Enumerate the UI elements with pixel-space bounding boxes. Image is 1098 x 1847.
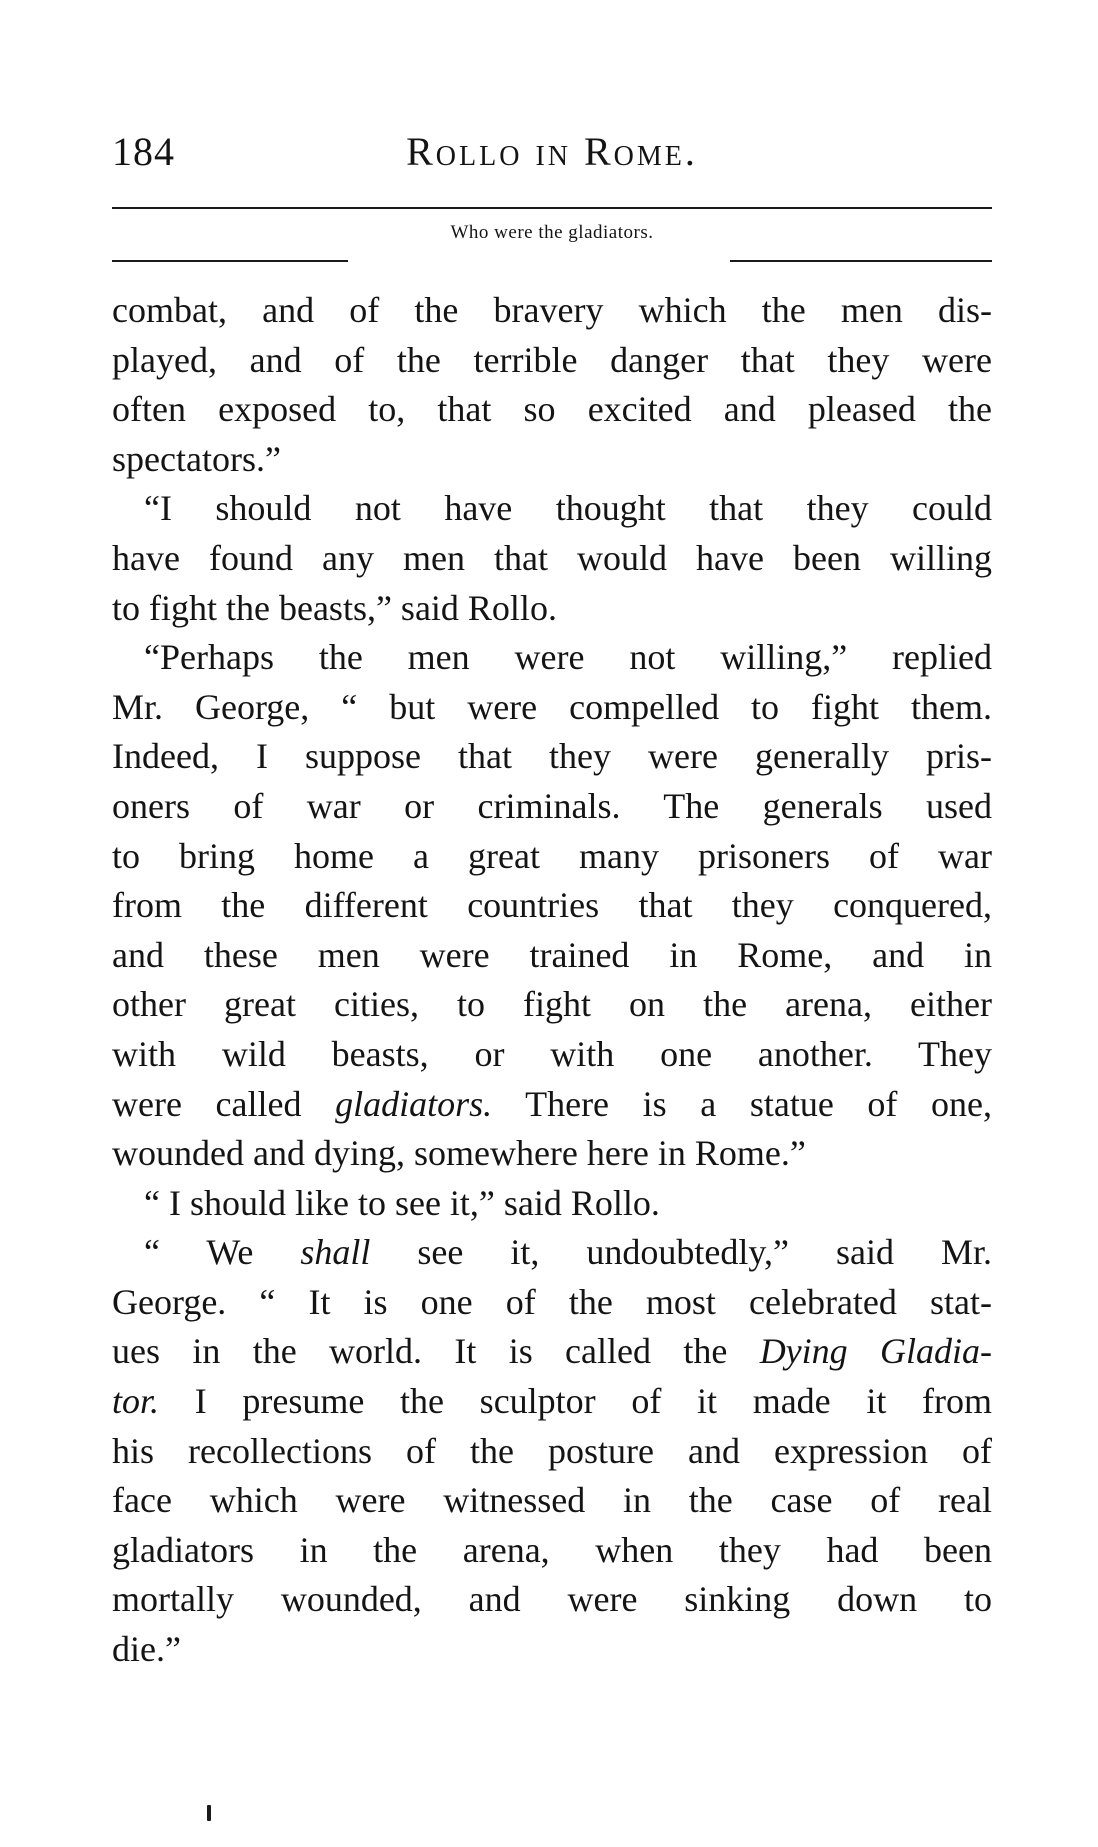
text-line <box>112 1327 992 1377</box>
text-line: other great cities, to fight on the arena, either <box>112 984 992 1025</box>
text-line: wounded and dying, somewhere here in Rome.” <box>112 1133 806 1174</box>
text-line: spectators.” <box>112 438 281 479</box>
text-line: his recollections of the posture and expression of <box>112 1430 992 1471</box>
text-segment: see it, undoubtedly,” said Mr. <box>370 1232 992 1273</box>
page-number: 184 <box>112 129 175 174</box>
text-line: Indeed, I suppose that they were generally pris- <box>112 736 992 777</box>
text-line: from the different countries that they conquered, <box>112 885 992 926</box>
text-line: with wild beasts, or with one another. They <box>112 1033 992 1074</box>
text-line <box>112 1228 992 1278</box>
text-line: combat, and of the bravery which the men dis- <box>112 290 992 330</box>
text-line: Mr. George, “ but were compelled to fight them. <box>112 686 992 727</box>
text-line: George. “ It is one of the most celebrated stat- <box>112 1281 992 1322</box>
text-line: “ I should like to see it,” said Rollo. <box>144 1182 660 1223</box>
italic-term: gladiators. <box>335 1083 493 1124</box>
text-line <box>112 1080 992 1130</box>
text-line: often exposed to, that so excited and pleased the <box>112 389 992 430</box>
text-line: mortally wounded, and were sinking down to <box>112 1579 992 1620</box>
italic-term: tor. <box>112 1381 160 1422</box>
text-segment: There is a statue of one, <box>492 1083 992 1124</box>
text-segment: I presume the sculptor of it made it from <box>159 1381 992 1422</box>
text-line: to fight the beasts,” said Rollo. <box>112 587 557 628</box>
subheading-rule-right <box>730 260 992 262</box>
text-segment: “ We <box>144 1232 301 1273</box>
text-line: “Perhaps the men were not willing,” replied <box>144 637 992 678</box>
text-line: and these men were trained in Rome, and in <box>112 934 992 975</box>
text-line: “I should not have thought that they could <box>144 488 992 529</box>
text-line: die.” <box>112 1629 181 1670</box>
subheading-rule-left <box>112 260 348 262</box>
text-line: oners of war or criminals. The generals used <box>112 785 992 826</box>
section-subheading: Who were the gladiators. <box>450 222 654 243</box>
body-text <box>112 286 992 1675</box>
text-line: gladiators in the arena, when they had been <box>112 1529 992 1570</box>
text-line <box>112 1377 992 1427</box>
running-title: Rollo in Rome. <box>406 129 698 174</box>
page-header <box>112 128 992 188</box>
italic-term: Dying Gladia- <box>759 1331 993 1372</box>
text-line: face which were witnessed in the case of real <box>112 1480 992 1521</box>
text-line: played, and of the terrible danger that they were <box>112 339 992 380</box>
text-line: have found any men that would have been willing <box>112 537 992 578</box>
text-segment: were called <box>112 1083 336 1124</box>
text-segment: ues in the world. It is called the <box>112 1331 760 1372</box>
printer-mark <box>207 1805 211 1821</box>
italic-term: shall <box>300 1232 371 1273</box>
text-line: to bring home a great many prisoners of war <box>112 835 992 876</box>
header-rule <box>112 207 992 209</box>
